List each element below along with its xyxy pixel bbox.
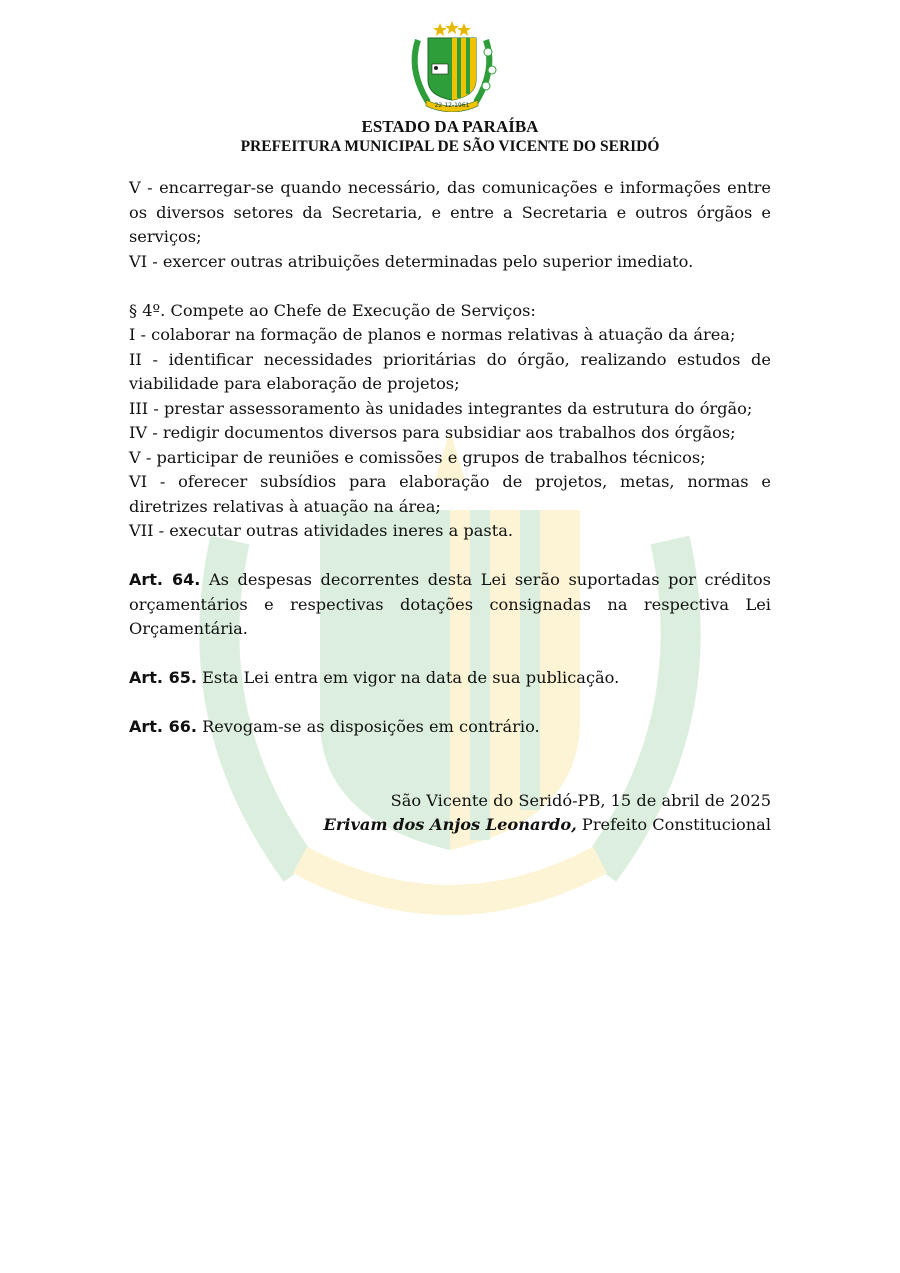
section-item: III - prestar assessoramento às unidades integrantes da estrutura do órgão; xyxy=(129,398,753,418)
paragraph-item-v: V - encarregar-se quando necessário, das comunicações e informações entre os diversos setores da Secretaria, e entre a Secretaria e outros órgãos e serviços; xyxy=(129,178,771,246)
article-65 xyxy=(129,666,771,691)
article-text: Esta Lei entra em vigor na data de sua publicação. xyxy=(196,668,620,687)
article-66 xyxy=(129,715,771,740)
article-text: As despesas decorrentes desta Lei serão suportadas por créditos orçamentários e respectivas dotações consignadas na respectiva Lei Orçamentária. xyxy=(129,570,771,638)
svg-text:22-12-1961: 22-12-1961 xyxy=(434,102,470,109)
state-title: ESTADO DA PARAÍBA xyxy=(361,117,539,136)
section-item: IV - redigir documentos diversos para subsidiar aos trabalhos dos órgãos; xyxy=(129,423,736,442)
article-label: Art. 65. xyxy=(129,668,197,687)
document-header xyxy=(0,20,900,156)
signer-role: Prefeito Constitucional xyxy=(576,815,771,834)
section-item: VII - executar outras atividades ineres a pasta. xyxy=(129,521,514,540)
signature-line xyxy=(129,813,771,838)
section-item: VI - oferecer subsídios para elaboração de projetos, metas, normas e diretrizes relativas à atuação na área; xyxy=(129,472,771,516)
section-item: I - colaborar na formação de planos e normas relativas à atuação da área; xyxy=(129,325,736,344)
signer-name: Erivam dos Anjos Leonardo, xyxy=(323,815,577,834)
article-label: Art. 64. xyxy=(129,570,201,589)
paragraph-item-vi: VI - exercer outras atribuições determinadas pelo superior imediato. xyxy=(129,251,694,271)
municipality-title: PREFEITURA MUNICIPAL DE SÃO VICENTE DO SERIDÓ xyxy=(240,138,660,155)
coat-of-arms-logo xyxy=(398,20,502,112)
section-item: V - participar de reuniões e comissões e grupos de trabalhos técnicos; xyxy=(129,447,706,467)
document-body xyxy=(129,176,771,838)
article-text: Revogam-se as disposições em contrário. xyxy=(196,717,540,736)
article-64 xyxy=(129,568,771,642)
place-date: São Vicente do Seridó-PB, 15 de abril de 2025 xyxy=(390,790,771,810)
article-label: Art. 66. xyxy=(129,717,197,736)
section-intro: § 4º. Compete ao Chefe de Execução de Serviços: xyxy=(129,300,536,320)
section-item: II - identificar necessidades prioritárias do órgão, realizando estudos de viabilidade para elaboração de projetos; xyxy=(129,349,771,393)
